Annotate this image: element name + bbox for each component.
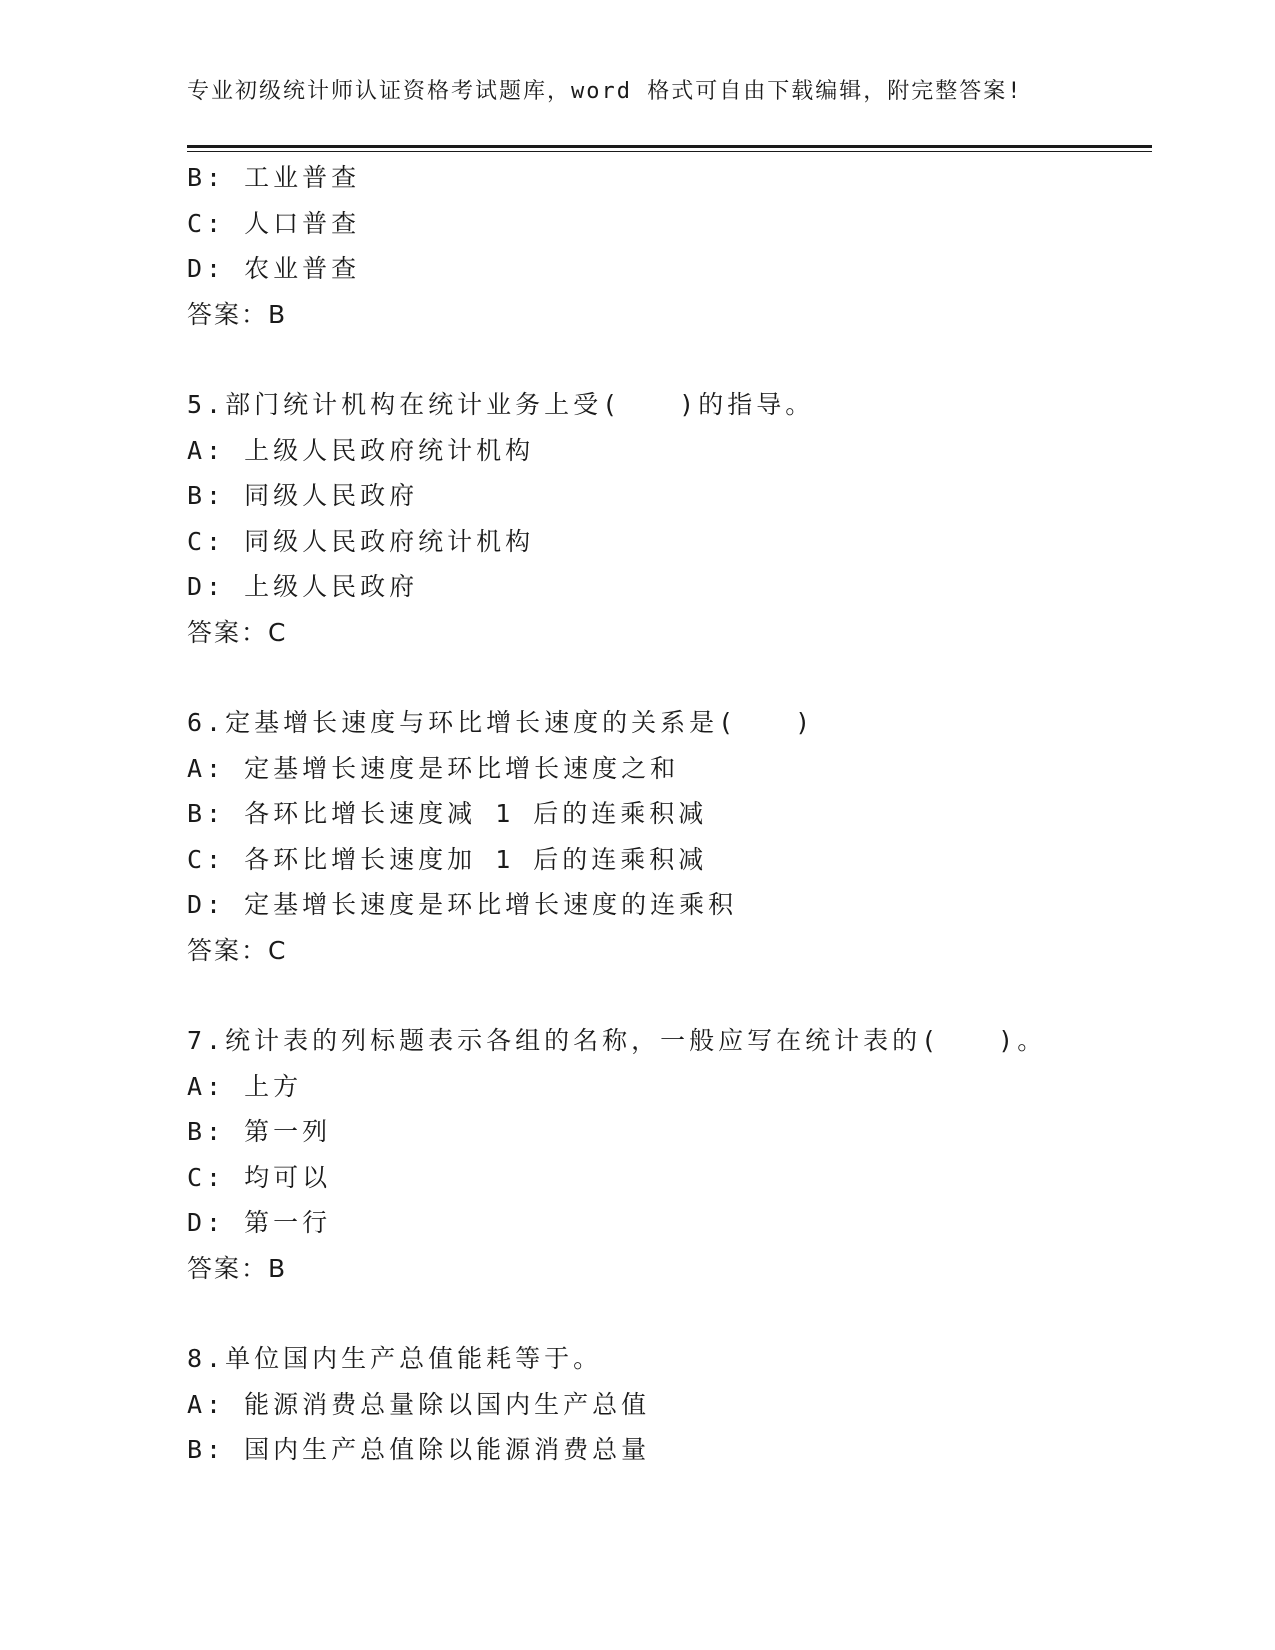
option-d: D: 农业普查	[187, 254, 361, 283]
question-block-5	[187, 382, 1152, 655]
answer-line: 答案：B	[187, 1253, 288, 1283]
option-a: A: 上级人民政府统计机构	[187, 435, 535, 465]
option-a: A: 定基增长速度是环比增长速度之和	[187, 753, 680, 783]
answer-line: 答案：C	[187, 617, 288, 647]
option-b: B: 工业普查	[187, 163, 361, 192]
document-body	[187, 155, 1152, 1473]
option-a: A: 能源消费总量除以国内生产总值	[187, 1389, 651, 1419]
question-stem: 8.单位国内生产总值能耗等于。	[187, 1344, 603, 1373]
header-rule-thin	[187, 151, 1152, 152]
option-b: B: 同级人民政府	[187, 481, 419, 510]
spacer	[187, 655, 1152, 700]
question-block-8	[187, 1336, 1152, 1473]
option-c: C: 人口普查	[187, 208, 361, 238]
option-d: D: 定基增长速度是环比增长速度的连乘积	[187, 890, 738, 919]
spacer	[187, 973, 1152, 1018]
option-c: C: 各环比增长速度加 1 后的连乘积减	[187, 844, 708, 874]
option-d: D: 第一行	[187, 1208, 332, 1237]
question-stem: 5.部门统计机构在统计业务上受( )的指导。	[187, 390, 815, 419]
question-stem: 6.定基增长速度与环比增长速度的关系是( )	[187, 708, 815, 737]
question-block-7	[187, 1018, 1152, 1291]
header-rule-thick	[187, 145, 1152, 148]
option-b: B: 第一列	[187, 1117, 332, 1146]
option-b: B: 国内生产总值除以能源消费总量	[187, 1435, 651, 1464]
question-stem: 7.统计表的列标题表示各组的名称，一般应写在统计表的( )。	[187, 1026, 1047, 1055]
option-c: C: 均可以	[187, 1162, 332, 1192]
option-c: C: 同级人民政府统计机构	[187, 526, 535, 556]
answer-line: 答案：C	[187, 935, 288, 965]
option-b: B: 各环比增长速度减 1 后的连乘积减	[187, 799, 708, 828]
question-block-6	[187, 700, 1152, 973]
page-header: 专业初级统计师认证资格考试题库，word 格式可自由下载编辑，附完整答案!	[187, 79, 1023, 104]
spacer	[187, 1291, 1152, 1336]
question-block-4-tail	[187, 155, 1152, 337]
spacer	[187, 337, 1152, 382]
answer-line: 答案：B	[187, 299, 288, 329]
option-d: D: 上级人民政府	[187, 572, 419, 601]
option-a: A: 上方	[187, 1071, 303, 1101]
